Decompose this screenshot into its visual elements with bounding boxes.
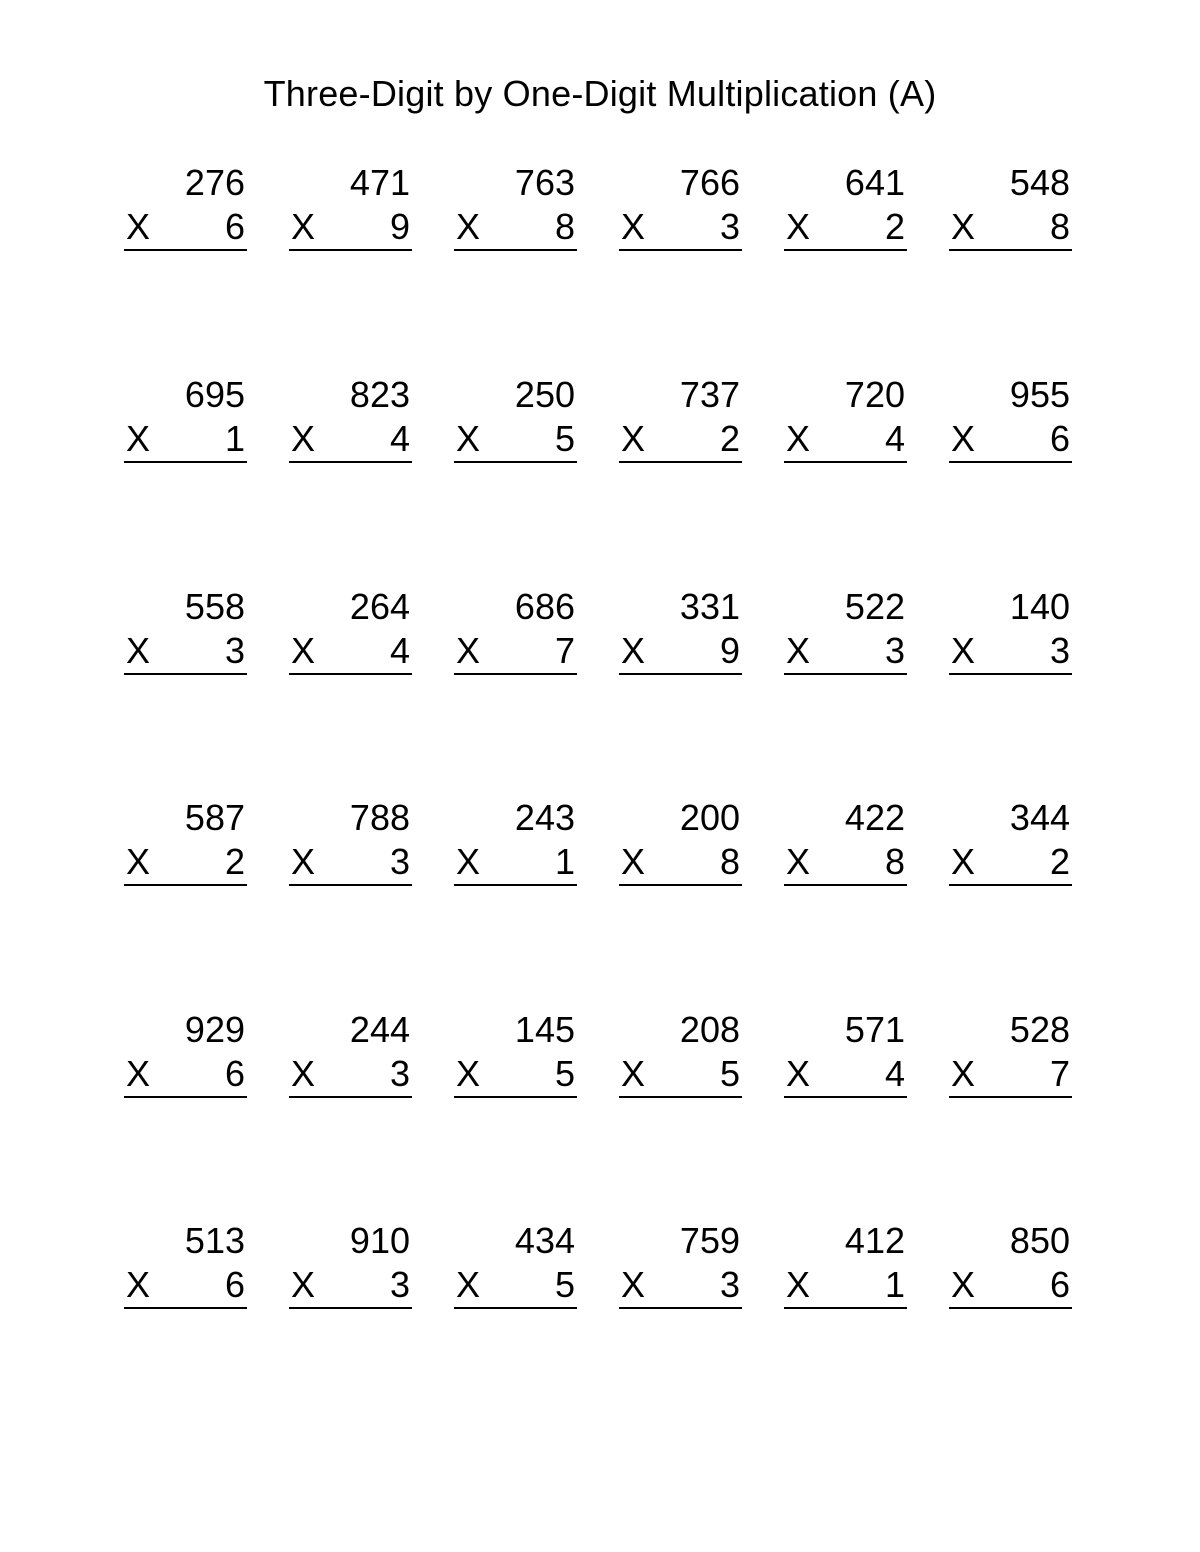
multiplicand: 686 — [514, 586, 575, 627]
answer-line — [289, 461, 412, 463]
multiplier: 2 — [1049, 841, 1070, 882]
multiplication-sign: X — [291, 841, 316, 882]
multiplication-problem — [289, 587, 412, 677]
answer-line — [124, 673, 247, 675]
multiplicand: 471 — [349, 162, 410, 203]
multiplicand: 243 — [514, 797, 575, 838]
multiplication-sign: X — [456, 418, 481, 459]
answer-line — [784, 461, 907, 463]
multiplication-problem — [124, 1221, 247, 1311]
multiplier: 7 — [1049, 1053, 1070, 1094]
multiplication-sign: X — [126, 841, 151, 882]
multiplication-sign: X — [621, 418, 646, 459]
multiplication-problem — [124, 375, 247, 465]
multiplicand: 548 — [1009, 162, 1070, 203]
multiplication-problem — [124, 163, 247, 253]
multiplication-problem — [619, 163, 742, 253]
multiplication-sign: X — [951, 206, 976, 247]
multiplicand: 244 — [349, 1009, 410, 1050]
answer-line — [289, 884, 412, 886]
multiplication-problem — [784, 1221, 907, 1311]
multiplier: 2 — [884, 206, 905, 247]
multiplication-sign: X — [126, 206, 151, 247]
worksheet-title: Three-Digit by One-Digit Multiplication (A) — [263, 73, 937, 114]
multiplier: 1 — [224, 418, 245, 459]
answer-line — [289, 249, 412, 251]
multiplicand: 759 — [679, 1220, 740, 1261]
multiplicand: 522 — [844, 586, 905, 627]
multiplier: 5 — [554, 1264, 575, 1305]
answer-line — [454, 461, 577, 463]
answer-line — [289, 1096, 412, 1098]
multiplication-problem — [124, 798, 247, 888]
multiplicand: 145 — [514, 1009, 575, 1050]
multiplication-problem — [619, 798, 742, 888]
multiplication-sign: X — [951, 630, 976, 671]
multiplication-sign: X — [456, 206, 481, 247]
answer-line — [949, 884, 1072, 886]
multiplication-problem — [289, 375, 412, 465]
multiplication-problem — [784, 375, 907, 465]
multiplication-problem — [784, 798, 907, 888]
answer-line — [784, 1307, 907, 1309]
multiplication-problem — [949, 798, 1072, 888]
multiplicand: 823 — [349, 374, 410, 415]
multiplication-sign: X — [291, 1264, 316, 1305]
multiplication-sign: X — [456, 630, 481, 671]
multiplier: 6 — [224, 1264, 245, 1305]
multiplicand: 910 — [349, 1220, 410, 1261]
multiplicand: 558 — [184, 586, 245, 627]
multiplication-sign: X — [291, 1053, 316, 1094]
multiplicand: 331 — [679, 586, 740, 627]
multiplication-sign: X — [951, 1264, 976, 1305]
multiplication-sign: X — [126, 630, 151, 671]
multiplication-sign: X — [786, 630, 811, 671]
multiplicand: 208 — [679, 1009, 740, 1050]
multiplication-sign: X — [951, 1053, 976, 1094]
multiplier: 3 — [389, 1053, 410, 1094]
answer-line — [124, 884, 247, 886]
answer-line — [619, 461, 742, 463]
multiplicand: 955 — [1009, 374, 1070, 415]
multiplication-problem — [619, 1010, 742, 1100]
multiplier: 6 — [224, 1053, 245, 1094]
multiplier: 4 — [389, 630, 410, 671]
multiplication-problem — [949, 587, 1072, 677]
multiplication-problem — [949, 1010, 1072, 1100]
multiplier: 8 — [554, 206, 575, 247]
multiplicand: 788 — [349, 797, 410, 838]
answer-line — [949, 1307, 1072, 1309]
multiplier: 8 — [719, 841, 740, 882]
multiplier: 6 — [1049, 418, 1070, 459]
multiplication-problem — [784, 163, 907, 253]
multiplier: 9 — [719, 630, 740, 671]
multiplicand: 513 — [184, 1220, 245, 1261]
answer-line — [454, 1307, 577, 1309]
multiplication-sign: X — [786, 1053, 811, 1094]
multiplication-problem — [784, 587, 907, 677]
multiplication-problem — [784, 1010, 907, 1100]
multiplier: 3 — [389, 1264, 410, 1305]
multiplier: 3 — [389, 841, 410, 882]
answer-line — [619, 1307, 742, 1309]
multiplication-sign: X — [126, 1264, 151, 1305]
multiplier: 3 — [224, 630, 245, 671]
answer-line — [619, 1096, 742, 1098]
answer-line — [949, 461, 1072, 463]
multiplication-problem — [454, 798, 577, 888]
multiplication-sign: X — [456, 1264, 481, 1305]
multiplier: 4 — [884, 1053, 905, 1094]
multiplier: 8 — [884, 841, 905, 882]
multiplier: 9 — [389, 206, 410, 247]
multiplication-sign: X — [291, 206, 316, 247]
multiplicand: 528 — [1009, 1009, 1070, 1050]
multiplier: 5 — [554, 1053, 575, 1094]
multiplication-sign: X — [786, 841, 811, 882]
multiplicand: 140 — [1009, 586, 1070, 627]
multiplication-sign: X — [621, 841, 646, 882]
answer-line — [619, 673, 742, 675]
multiplicand: 344 — [1009, 797, 1070, 838]
multiplication-problem — [289, 1010, 412, 1100]
multiplicand: 434 — [514, 1220, 575, 1261]
multiplication-sign: X — [786, 418, 811, 459]
multiplication-sign: X — [456, 841, 481, 882]
multiplication-problem — [949, 375, 1072, 465]
multiplication-problem — [619, 1221, 742, 1311]
multiplicand: 766 — [679, 162, 740, 203]
multiplication-sign: X — [621, 206, 646, 247]
answer-line — [124, 1307, 247, 1309]
answer-line — [124, 461, 247, 463]
multiplier: 5 — [719, 1053, 740, 1094]
answer-line — [454, 884, 577, 886]
multiplicand: 587 — [184, 797, 245, 838]
multiplier: 4 — [389, 418, 410, 459]
multiplication-sign: X — [456, 1053, 481, 1094]
answer-line — [289, 673, 412, 675]
answer-line — [784, 884, 907, 886]
multiplier: 3 — [1049, 630, 1070, 671]
multiplier: 8 — [1049, 206, 1070, 247]
answer-line — [949, 1096, 1072, 1098]
multiplicand: 720 — [844, 374, 905, 415]
multiplication-sign: X — [291, 418, 316, 459]
answer-line — [619, 884, 742, 886]
multiplicand: 412 — [844, 1220, 905, 1261]
multiplier: 2 — [719, 418, 740, 459]
multiplication-problem — [289, 798, 412, 888]
multiplication-problem — [949, 163, 1072, 253]
multiplication-sign: X — [951, 418, 976, 459]
multiplication-sign: X — [786, 1264, 811, 1305]
answer-line — [454, 249, 577, 251]
multiplication-problem — [124, 587, 247, 677]
multiplication-problem — [289, 1221, 412, 1311]
multiplicand: 250 — [514, 374, 575, 415]
answer-line — [784, 1096, 907, 1098]
answer-line — [619, 249, 742, 251]
multiplicand: 264 — [349, 586, 410, 627]
multiplicand: 422 — [844, 797, 905, 838]
multiplier: 1 — [884, 1264, 905, 1305]
answer-line — [949, 249, 1072, 251]
multiplication-sign: X — [291, 630, 316, 671]
multiplier: 3 — [719, 206, 740, 247]
multiplication-problem — [289, 163, 412, 253]
multiplicand: 850 — [1009, 1220, 1070, 1261]
multiplication-problem — [124, 1010, 247, 1100]
multiplication-sign: X — [126, 1053, 151, 1094]
multiplier: 3 — [719, 1264, 740, 1305]
multiplication-problem — [454, 375, 577, 465]
multiplicand: 641 — [844, 162, 905, 203]
multiplier: 6 — [1049, 1264, 1070, 1305]
answer-line — [454, 1096, 577, 1098]
multiplication-sign: X — [621, 630, 646, 671]
multiplicand: 737 — [679, 374, 740, 415]
answer-line — [949, 673, 1072, 675]
multiplication-sign: X — [621, 1053, 646, 1094]
multiplicand: 571 — [844, 1009, 905, 1050]
multiplier: 7 — [554, 630, 575, 671]
multiplication-sign: X — [621, 1264, 646, 1305]
multiplier: 5 — [554, 418, 575, 459]
multiplication-problem — [454, 163, 577, 253]
multiplication-problem — [619, 587, 742, 677]
multiplicand: 929 — [184, 1009, 245, 1050]
multiplication-problem — [454, 1010, 577, 1100]
answer-line — [784, 673, 907, 675]
answer-line — [784, 249, 907, 251]
multiplier: 1 — [554, 841, 575, 882]
multiplication-sign: X — [786, 206, 811, 247]
multiplication-sign: X — [951, 841, 976, 882]
answer-line — [454, 673, 577, 675]
multiplication-sign: X — [126, 418, 151, 459]
multiplication-problem — [454, 1221, 577, 1311]
multiplication-problem — [454, 587, 577, 677]
multiplicand: 763 — [514, 162, 575, 203]
multiplier: 6 — [224, 206, 245, 247]
answer-line — [289, 1307, 412, 1309]
answer-line — [124, 1096, 247, 1098]
multiplication-problem — [949, 1221, 1072, 1311]
answer-line — [124, 249, 247, 251]
multiplicand: 276 — [184, 162, 245, 203]
multiplier: 4 — [884, 418, 905, 459]
multiplicand: 200 — [679, 797, 740, 838]
multiplication-problem — [619, 375, 742, 465]
multiplier: 2 — [224, 841, 245, 882]
multiplier: 3 — [884, 630, 905, 671]
multiplicand: 695 — [184, 374, 245, 415]
